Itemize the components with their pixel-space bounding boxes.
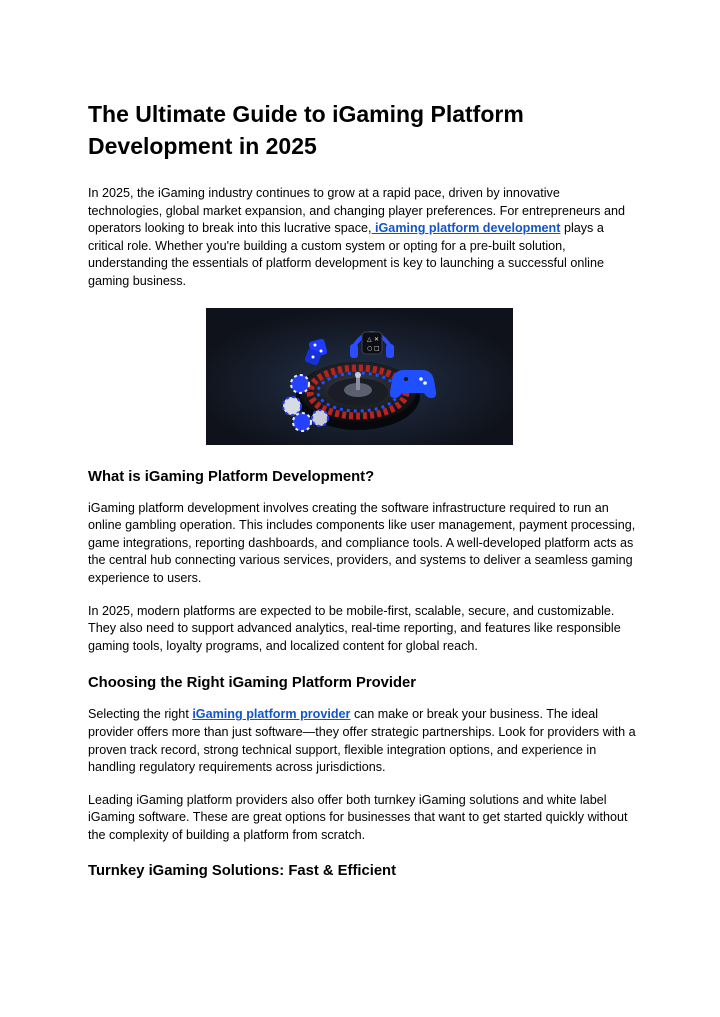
igaming-development-link[interactable]: iGaming platform development — [371, 221, 561, 236]
intro-paragraph — [88, 185, 636, 291]
page-title: The Ultimate Guide to iGaming Platform Development in 2025 — [88, 101, 524, 159]
svg-text:□: □ — [374, 344, 380, 352]
svg-text:○: ○ — [367, 344, 373, 352]
provider-text-end: can make or break your business. The ideal provider offers more than just software—they offer strategic partnerships. Look for providers with a proven track record, strong technical support, flexible integration options, and experience in handling regulatory requirements across jurisdictions. — [88, 707, 636, 775]
section-paragraph — [88, 706, 636, 776]
igaming-provider-link[interactable]: iGaming platform provider — [192, 707, 351, 722]
section-heading-choosing-provider: Choosing the Right iGaming Platform Provider — [88, 675, 417, 692]
section-paragraph: Leading iGaming platform providers also offer both turnkey iGaming solutions and white label iGaming software. These are great options for businesses that want to get started quickly without the complexity of building a platform from scratch. — [88, 792, 628, 842]
intro-text-end: plays a critical role. Whether you're building a custom system or opting for a pre-built solution, understanding the essentials of platform development is key to launching a successful online gaming business. — [88, 221, 604, 288]
hero-illustration — [206, 308, 513, 445]
provider-text-start: Selecting the right — [88, 707, 193, 722]
svg-text:△: △ — [367, 335, 372, 343]
section-heading-what-is: What is iGaming Platform Development? — [88, 468, 375, 485]
svg-text:✕: ✕ — [374, 335, 380, 343]
section-heading-turnkey: Turnkey iGaming Solutions: Fast & Efficient — [88, 863, 397, 880]
hero-image — [206, 308, 513, 445]
section-paragraph: In 2025, modern platforms are expected to be mobile-first, scalable, secure, and customizable. They also need to support advanced analytics, real-time reporting, and features like responsible gaming tools, loyalty programs, and localized content for global reach. — [88, 603, 621, 653]
section-paragraph: iGaming platform development involves creating the software infrastructure required to run an online gambling operation. This includes components like user management, payment processing, game integrations, reporting dashboards, and compliance tools. A well-developed platform acts as the central hub connecting various services, providers, and systems to deliver a seamless gaming experience to users. — [88, 500, 636, 585]
intro-text-start: In 2025, the iGaming industry continues to grow at a rapid pace, driven by innovative technologies, global market expansion, and changing player preferences. For entrepreneurs and operators looking to break into this lucrative space, — [88, 186, 625, 236]
